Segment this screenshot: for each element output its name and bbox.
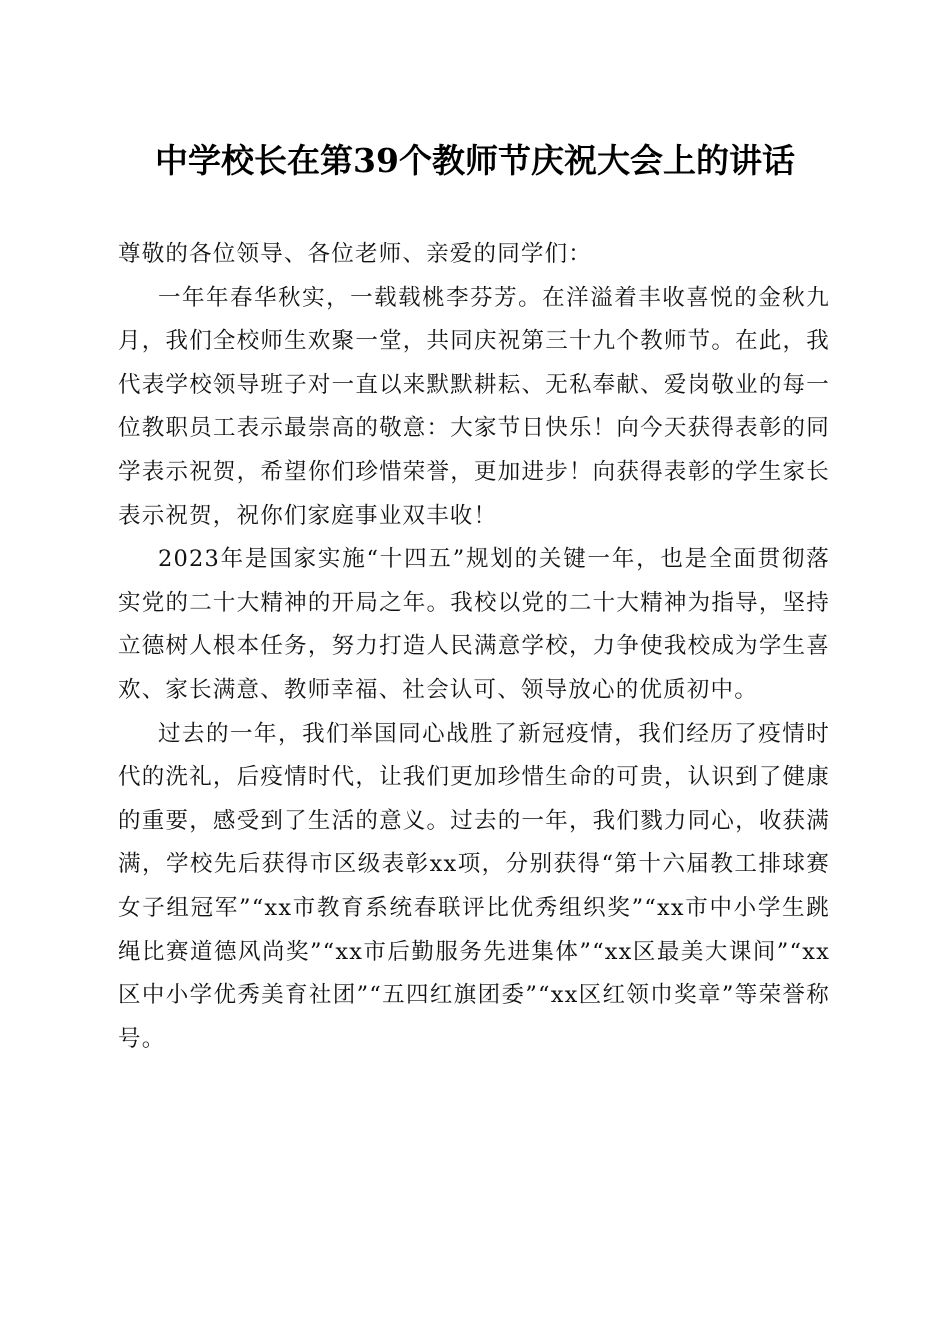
paragraph-past-year: 过去的一年，我们举国同心战胜了新冠疫情，我们经历了疫情时代的洗礼，后疫情时代，让我们更加珍惜生命的可贵，认识到了健康的重要，感受到了生活的意义。过去的一年，我们戮力同心，收获满满，学校先后获得市区级表彰xx项，分别获得“第十六届教工排球赛女子组冠军”“xx市教育系统春联评比优秀组织奖”“xx市中小学生跳绳比赛道德风尚奖”“xx市后勤服务先进集体”“xx区最美大课间”“xx区中小学优秀美育社团”“五四红旗团委”“xx区红领巾奖章”等荣誉称号。 (118, 720, 830, 1052)
salutation: 尊敬的各位领导、各位老师、亲爱的同学们： (118, 241, 593, 267)
document-title: 中学校长在第39个教师节庆祝大会上的讲话 (155, 141, 795, 180)
paragraph-2023-plan: 2023年是国家实施“十四五”规划的关键一年，也是全面贯彻落实党的二十大精神的开局之年。我校以党的二十大精神为指导，坚持立德树人根本任务，努力打造人民满意学校，力争使我校成为学生喜欢、家长满意、教师幸福、社会认可、领导放心的优质初中。 (118, 546, 830, 703)
document-body (118, 233, 830, 1061)
paragraph-opening: 一年年春华秋实，一载载桃李芬芳。在洋溢着丰收喜悦的金秋九月，我们全校师生欢聚一堂，共同庆祝第三十九个教师节。在此，我代表学校领导班子对一直以来默默耕耘、无私奉献、爱岗敬业的每一位教职员工表示最崇高的敬意：大家节日快乐！向今天获得表彰的同学表示祝贺，希望你们珍惜荣誉，更加进步！向获得表彰的学生家长表示祝贺，祝你们家庭事业双丰收！ (118, 284, 830, 529)
